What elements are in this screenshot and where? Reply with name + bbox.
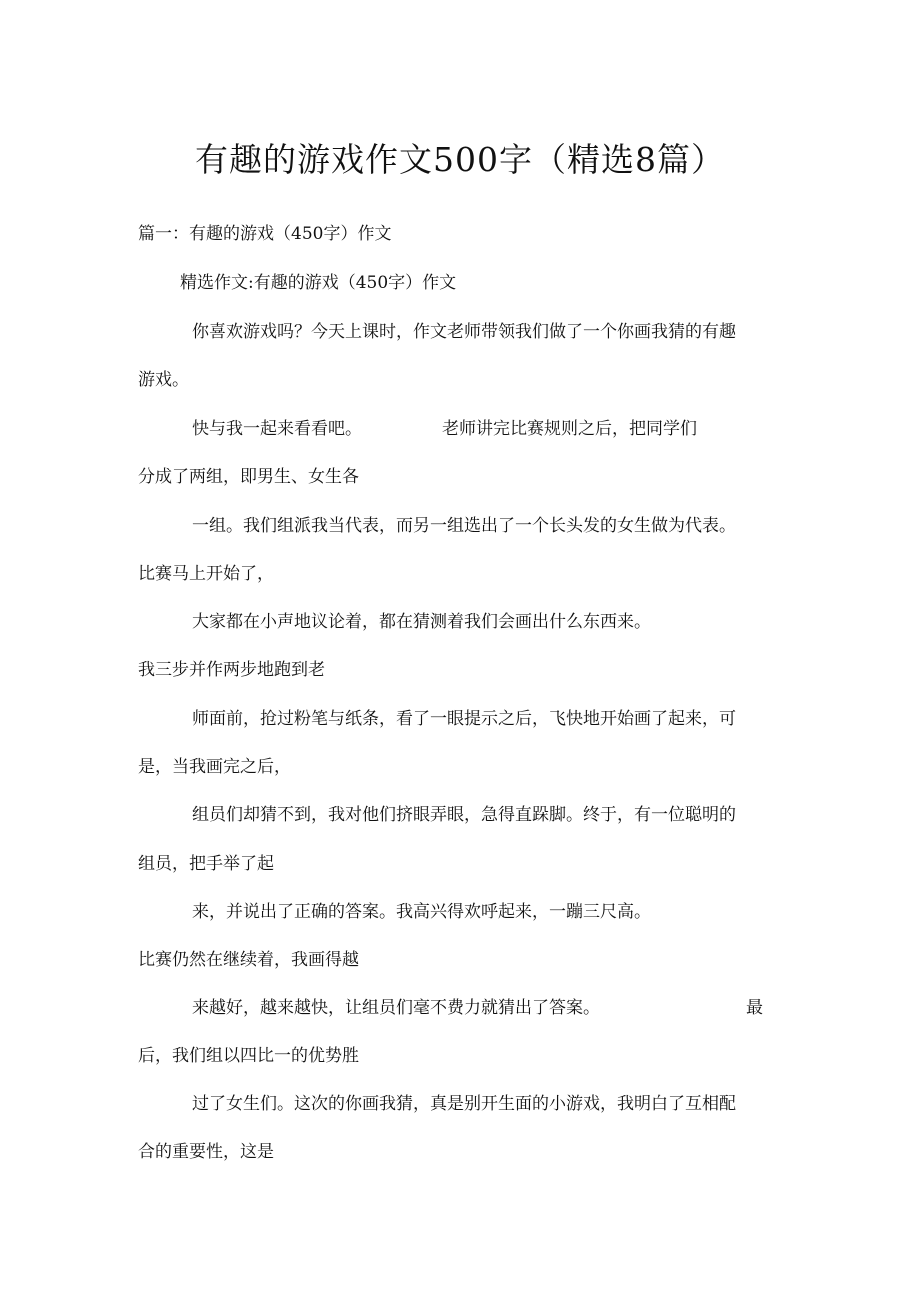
paragraph-line: 后，我们组以四比一的优势胜 [138,1046,359,1066]
paragraph-line: 来越好，越来越快，让组员们毫不费力就猜出了答案。 [192,998,600,1018]
paragraph-line: 分成了两组，即男生、女生各 [138,467,359,487]
paragraph-line: 一组。我们组派我当代表，而另一组选出了一个长头发的女生做为代表。 [192,516,736,536]
paragraph-line: 游戏。 [138,370,189,390]
paragraph-line: 合的重要性，这是 [138,1142,274,1162]
paragraph-line: 比赛仍然在继续着，我画得越 [138,950,359,970]
paragraph-line: 快与我一起来看看吧。 [192,419,362,439]
paragraph-line: 大家都在小声地议论着，都在猜测着我们会画出什么东西来。 [192,612,651,632]
paragraph-line: 是，当我画完之后， [138,757,291,777]
paragraph-line: 来，并说出了正确的答案。我高兴得欢呼起来，一蹦三尺高。 [192,902,651,922]
paragraph-line: 你喜欢游戏吗？今天上课时，作文老师带领我们做了一个你画我猜的有趣 [192,322,736,342]
paragraph-line: 组员，把手举了起 [138,854,274,874]
paragraph-line: 组员们却猜不到，我对他们挤眼弄眼，急得直跺脚。终于，有一位聪明的 [192,805,736,825]
paragraph-line: 师面前，抢过粉笔与纸条，看了一眼提示之后，飞快地开始画了起来，可 [192,709,736,729]
document-title: 有趣的游戏作文500字（精选8篇） [195,140,725,179]
section-heading: 篇一：有趣的游戏（450字）作文 [138,224,392,244]
paragraph-line: 最 [746,998,763,1018]
paragraph-line: 比赛马上开始了， [138,564,274,584]
paragraph-line: 老师讲完比赛规则之后，把同学们 [442,419,697,439]
paragraph-line: 我三步并作两步地跑到老 [138,660,325,680]
paragraph-line: 过了女生们。这次的你画我猜，真是别开生面的小游戏，我明白了互相配 [192,1094,736,1114]
subheading: 精选作文:有趣的游戏（450字）作文 [180,273,457,293]
